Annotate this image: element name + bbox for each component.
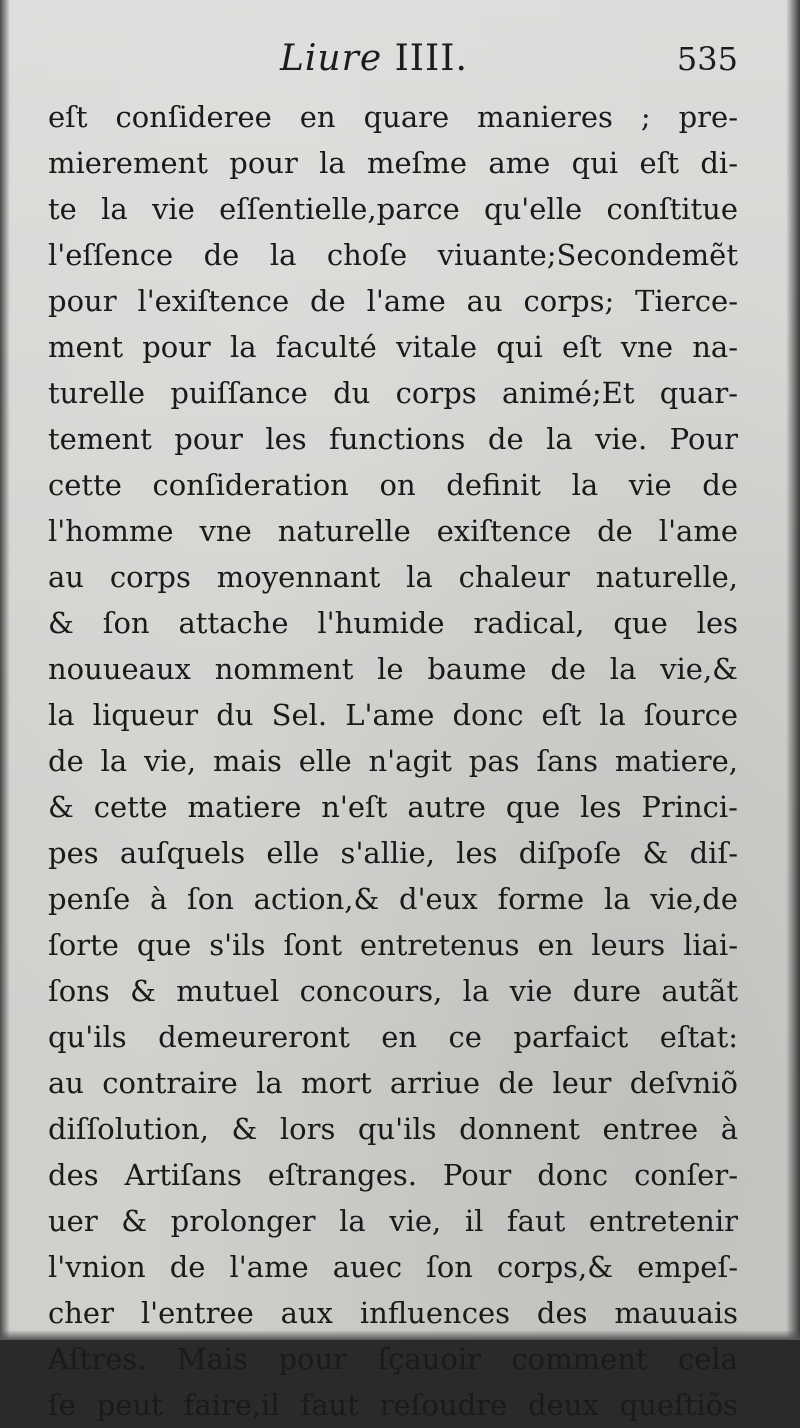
page-edge-left-shadow bbox=[0, 0, 10, 1340]
text-line: & cette matiere n'eſt autre que les Princi- bbox=[48, 790, 738, 824]
running-head bbox=[48, 38, 738, 88]
text-line: & ſon attache l'humide radical, que les bbox=[48, 606, 738, 640]
text-line: eſt conſideree en quare manieres ; pre- bbox=[48, 100, 738, 134]
text-line: ment pour la faculté vitale qui eſt vne na- bbox=[48, 330, 738, 364]
text-line: qu'ils demeureront en ce parfaict eſtat: bbox=[48, 1020, 738, 1054]
text-line: penſe à ſon action,& d'eux forme la vie,de bbox=[48, 882, 738, 916]
text-line: l'eſſence de la choſe viuante;Secondemẽt bbox=[48, 238, 738, 272]
text-line: des Artiſans eſtranges. Pour donc conſer- bbox=[48, 1158, 738, 1192]
text-line: pour l'exiſtence de l'ame au corps; Tierce- bbox=[48, 284, 738, 318]
text-line: uer & prolonger la vie, il faut entretenir bbox=[48, 1204, 738, 1238]
text-line: te la vie eſſentielle,parce qu'elle conſtitue bbox=[48, 192, 738, 226]
running-head-book-word: Liure bbox=[280, 38, 383, 79]
text-line: mierement pour la meſme ame qui eſt di- bbox=[48, 146, 738, 180]
page-edge-right-shadow bbox=[786, 0, 800, 1340]
text-line: de la vie, mais elle n'agit pas ſans matiere, bbox=[48, 744, 738, 778]
text-line: au contraire la mort arriue de leur deſvniõ bbox=[48, 1066, 738, 1100]
text-line: tement pour les functions de la vie. Pour bbox=[48, 422, 738, 456]
text-line: pes auſquels elle s'allie, les diſpoſe & diſ- bbox=[48, 836, 738, 870]
text-line: la liqueur du Sel. L'ame donc eſt la ſource bbox=[48, 698, 738, 732]
text-line: ſe peut faire,il faut reſoudre deux queſtiõs bbox=[48, 1388, 738, 1422]
text-line: cette conſideration on definit la vie de bbox=[48, 468, 738, 502]
text-line: Aſtres. Mais pour ſçauoir comment cela bbox=[48, 1342, 738, 1376]
text-line: l'homme vne naturelle exiſtence de l'ame bbox=[48, 514, 738, 548]
text-line: ſorte que s'ils ſont entretenus en leurs liai- bbox=[48, 928, 738, 962]
running-head-book-number: IIII. bbox=[394, 38, 468, 79]
text-line: cher l'entree aux influences des mauuais bbox=[48, 1296, 738, 1330]
text-line: ſons & mutuel concours, la vie dure autãt bbox=[48, 974, 738, 1008]
running-head-title bbox=[280, 38, 468, 79]
text-line: nouueaux nomment le baume de la vie,& bbox=[48, 652, 738, 686]
text-line: l'vnion de l'ame auec ſon corps,& empeſ- bbox=[48, 1250, 738, 1284]
body-text bbox=[48, 94, 738, 1428]
text-line: diſſolution, & lors qu'ils donnent entree à bbox=[48, 1112, 738, 1146]
page-number: 535 bbox=[676, 40, 738, 78]
text-line: au corps moyennant la chaleur naturelle, bbox=[48, 560, 738, 594]
text-line: turelle puiſſance du corps animé;Et quar- bbox=[48, 376, 738, 410]
